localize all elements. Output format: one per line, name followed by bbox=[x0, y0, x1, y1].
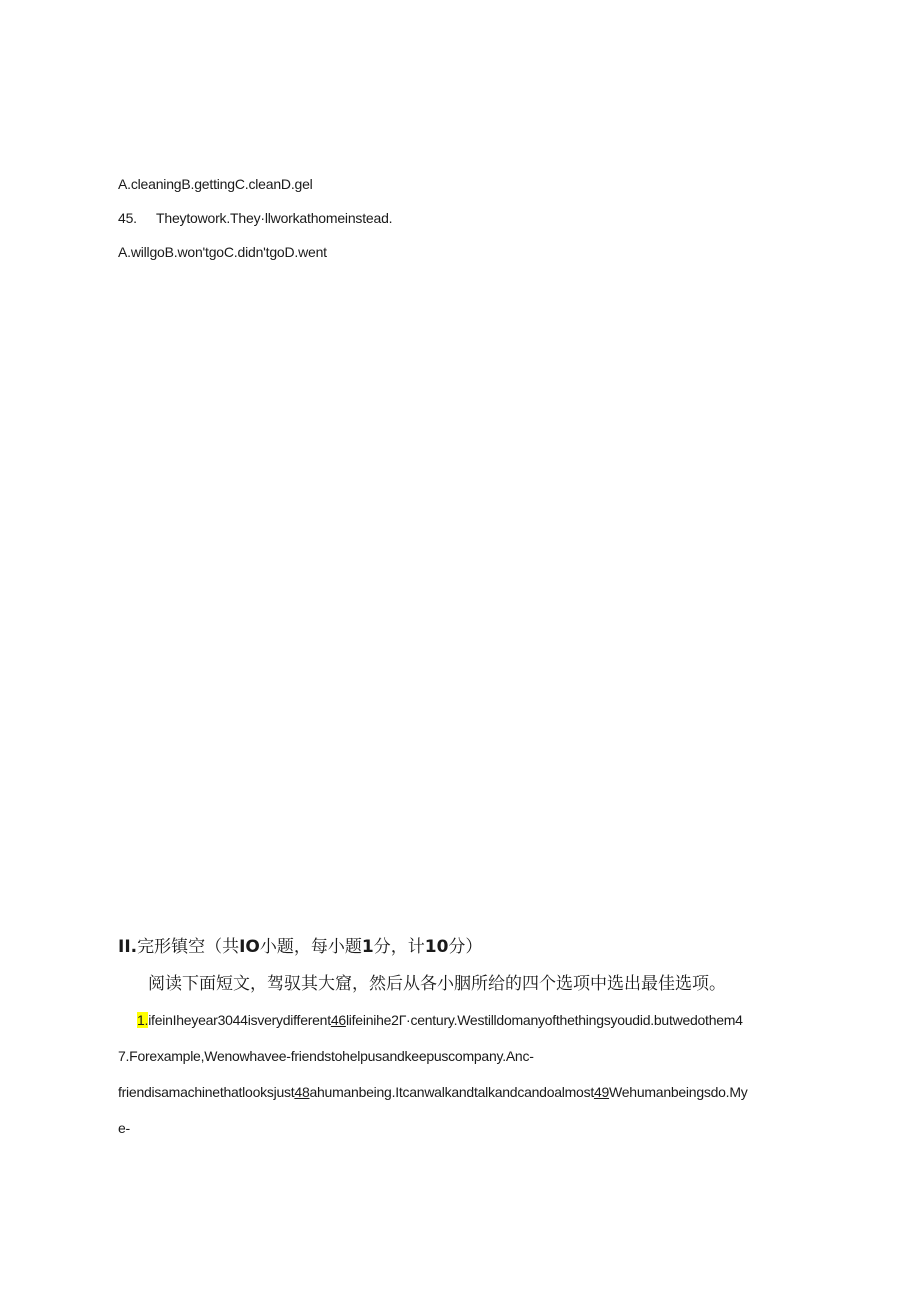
section-title-f: 10 bbox=[424, 937, 449, 957]
blank-48: 48 bbox=[294, 1084, 310, 1100]
section-title bbox=[118, 932, 482, 957]
section-title-c: 小题，每小题 bbox=[259, 937, 362, 957]
passage-text: ahumanbeing.Itcanwalkandtalkandcandoalmost bbox=[309, 1084, 594, 1100]
section-title-a: 完形镇空（共 bbox=[137, 937, 240, 957]
section-title-e: 分，计 bbox=[373, 937, 425, 957]
blank-49: 49 bbox=[593, 1084, 610, 1100]
passage-text: friendisamachinethatlooksjust bbox=[118, 1084, 295, 1100]
passage-text: ifeinIheyear3044isverydifferent bbox=[148, 1012, 331, 1028]
options-45: A.willgoB.won'tgoC.didn'tgoD.went bbox=[118, 244, 327, 260]
section-prefix: II. bbox=[118, 937, 138, 957]
question-45 bbox=[118, 210, 392, 226]
section-title-b: IO bbox=[239, 937, 260, 957]
passage-line-4: e- bbox=[118, 1120, 130, 1136]
passage-text: lifeinihe2Г·century.Westilldomanyofthethingsyoudid.butwedothem4 bbox=[345, 1012, 743, 1028]
blank-46: 46 bbox=[330, 1012, 346, 1028]
section-title-g: 分） bbox=[448, 937, 483, 957]
highlight-marker: 1. bbox=[137, 1012, 149, 1028]
question-text: Theytowork.They·llworkathomeinstead. bbox=[156, 210, 393, 226]
question-number: 45. bbox=[118, 210, 137, 226]
passage-text: Wehumanbeingsdo.My bbox=[609, 1084, 748, 1100]
passage-line-2: 7.Forexample,Wenowhavee-friendstohelpusandkeepuscompany.Anc- bbox=[118, 1048, 534, 1064]
options-44: A.cleaningB.gettingC.cleanD.gel bbox=[118, 176, 313, 192]
passage-line-3 bbox=[118, 1084, 747, 1100]
section-title-d: 1 bbox=[361, 937, 374, 957]
section-instruction: 阅读下面短文，驾驭其大窟，然后从各小胭所给的四个选项中选出最佳选项。 bbox=[148, 974, 726, 994]
passage-line-1 bbox=[137, 1012, 743, 1028]
